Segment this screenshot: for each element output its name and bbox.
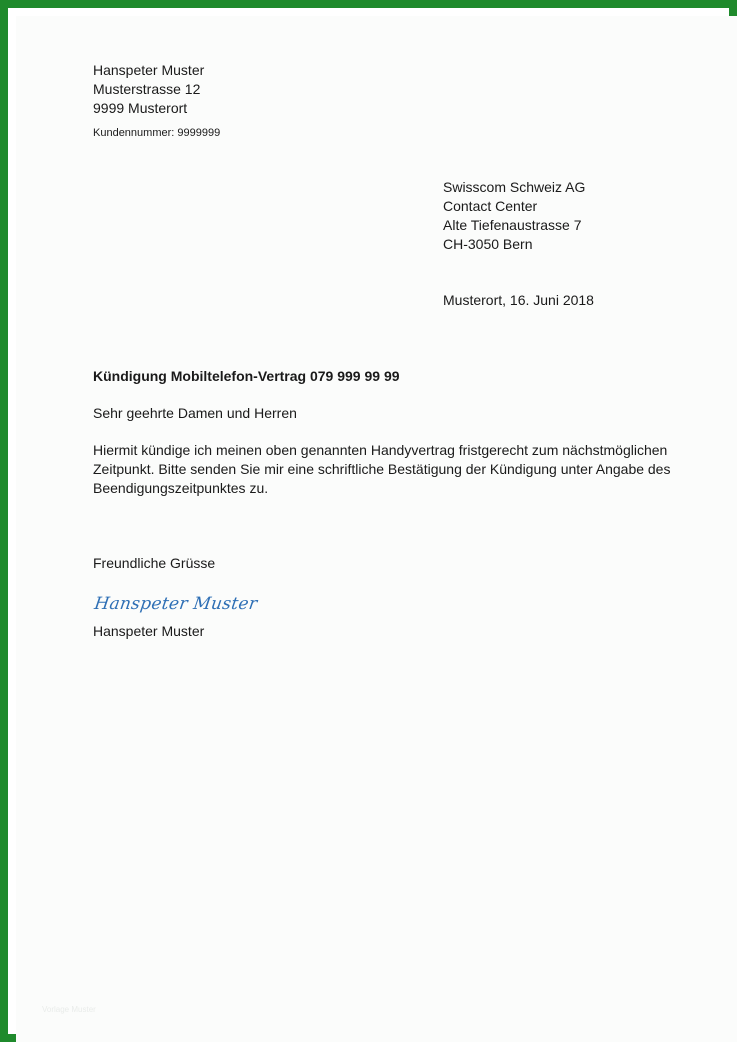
sender-street: Musterstrasse 12 xyxy=(93,81,201,97)
recipient-address xyxy=(443,178,585,254)
body-line: Zeitpunkt. Bitte senden Sie mir eine schriftliche Bestätigung der Kündigung unter Angabe des xyxy=(93,461,671,477)
typed-signature-name: Hanspeter Muster xyxy=(93,623,205,639)
place-and-date: Musterort, 16. Juni 2018 xyxy=(443,292,594,308)
letter-subject: Kündigung Mobiltelefon-Vertrag 079 999 99 99 xyxy=(93,368,400,384)
sender-address xyxy=(93,61,204,118)
body-line: Hiermit kündige ich meinen oben genannten Handyvertrag fristgerecht zum nächstmöglichen xyxy=(93,442,668,458)
customer-number: Kundennummer: 9999999 xyxy=(93,127,221,139)
sender-city: 9999 Musterort xyxy=(93,100,188,116)
handwritten-signature: Hanspeter Muster xyxy=(93,594,259,614)
body-line: Beendigungszeitpunktes zu. xyxy=(93,480,269,496)
letter-page xyxy=(16,16,737,1042)
sender-name: Hanspeter Muster xyxy=(93,62,205,78)
recipient-city: CH-3050 Bern xyxy=(443,236,533,252)
closing-phrase: Freundliche Grüsse xyxy=(93,555,216,571)
recipient-street: Alte Tiefenaustrasse 7 xyxy=(443,217,582,233)
letter-body xyxy=(93,441,693,498)
salutation: Sehr geehrte Damen und Herren xyxy=(93,405,297,421)
recipient-department: Contact Center xyxy=(443,198,538,214)
watermark: Vorlage Muster xyxy=(42,1005,96,1014)
recipient-company: Swisscom Schweiz AG xyxy=(443,179,586,195)
